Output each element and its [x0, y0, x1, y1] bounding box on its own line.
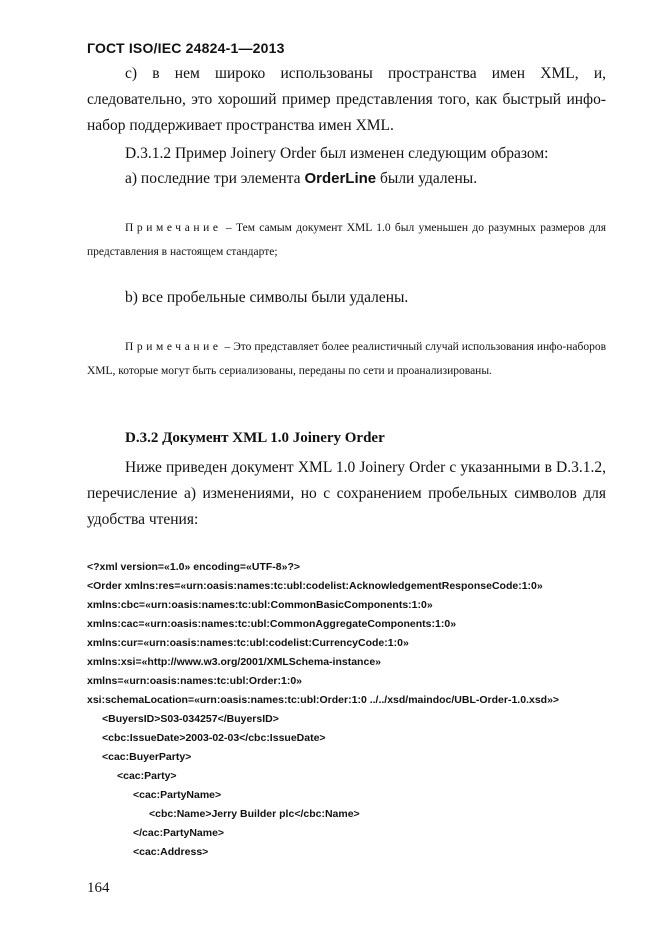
code-line: <Order xmlns:res=«urn:oasis:names:tc:ubl:codelist:AcknowledgementResponseCode:1:0» [87, 580, 543, 592]
code-line: <cbc:Name>Jerry Builder plc</cbc:Name> [149, 808, 360, 820]
code-line: <BuyersID>S03-034257</BuyersID> [102, 713, 279, 725]
note-1-text: – Тем самым документ XML 1.0 был уменьшен до разумных размеров для представления в настоящем стандарте; [87, 222, 606, 258]
code-line: <cbc:IssueDate>2003-02-03</cbc:IssueDate> [102, 732, 326, 744]
section-paragraph: Ниже приведен документ XML 1.0 Joinery Order с указанными в D.3.1.2, перечисление а) изменениями, но с сохранением пробельных символов для удобства чтения: [87, 459, 606, 528]
note-2 [87, 336, 606, 383]
item-b: b) все пробельные символы были удалены. [125, 289, 409, 306]
page-number: 164 [87, 880, 110, 896]
code-line: xsi:schemaLocation=«urn:oasis:names:tc:ubl:Order:1:0 ../../xsd/maindoc/UBL-Order-1.0.xsd»> [87, 694, 560, 706]
code-line: <cac:PartyName> [133, 789, 222, 801]
orderline-element: OrderLine [304, 170, 377, 187]
code-line: xmlns:cbc=«urn:oasis:names:tc:ubl:CommonBasicComponents:1:0» [87, 599, 433, 611]
document-header: ГОСТ ISO/IEC 24824-1—2013 [87, 40, 285, 56]
code-line: </cac:PartyName> [133, 827, 225, 839]
code-line: xmlns:xsi=«http://www.w3.org/2001/XMLSchema-instance» [87, 656, 381, 668]
item-a-text: а) последние три элемента [125, 170, 305, 187]
code-line: <cac:Party> [117, 770, 177, 782]
paragraph-c: с) в нем широко использованы пространства имен XML, и, следовательно, это хороший пример представления того, как быстрый инфо-набор поддерживает пространства имен XML. [87, 65, 606, 134]
note-2-label: Примечание [125, 341, 222, 353]
item-a-tail: были удалены. [376, 170, 478, 187]
code-line: xmlns:cac=«urn:oasis:names:tc:ubl:CommonAggregateComponents:1:0» [87, 618, 457, 630]
item-a [125, 170, 477, 188]
note-2-text: – Это представляет более реалистичный случай использования инфо-наборов XML, которые могут быть сериализованы, переданы по сети и проанализированы. [87, 341, 606, 377]
note-1 [87, 217, 606, 264]
code-line: <cac:Address> [133, 846, 209, 858]
note-1-label: Примечание [125, 222, 222, 234]
code-line: <cac:BuyerParty> [102, 751, 192, 763]
code-line: xmlns:cur=«urn:oasis:names:tc:ubl:codelist:CurrencyCode:1:0» [87, 637, 409, 649]
section-title: D.3.2 Документ XML 1.0 Joinery Order [125, 430, 385, 446]
code-line: xmlns=«urn:oasis:names:tc:ubl:Order:1:0» [87, 675, 303, 687]
code-line: <?xml version=«1.0» encoding=«UTF-8»?> [87, 561, 300, 573]
clause-d312: D.3.1.2 Пример Joinery Order был изменен следующим образом: [125, 145, 549, 162]
